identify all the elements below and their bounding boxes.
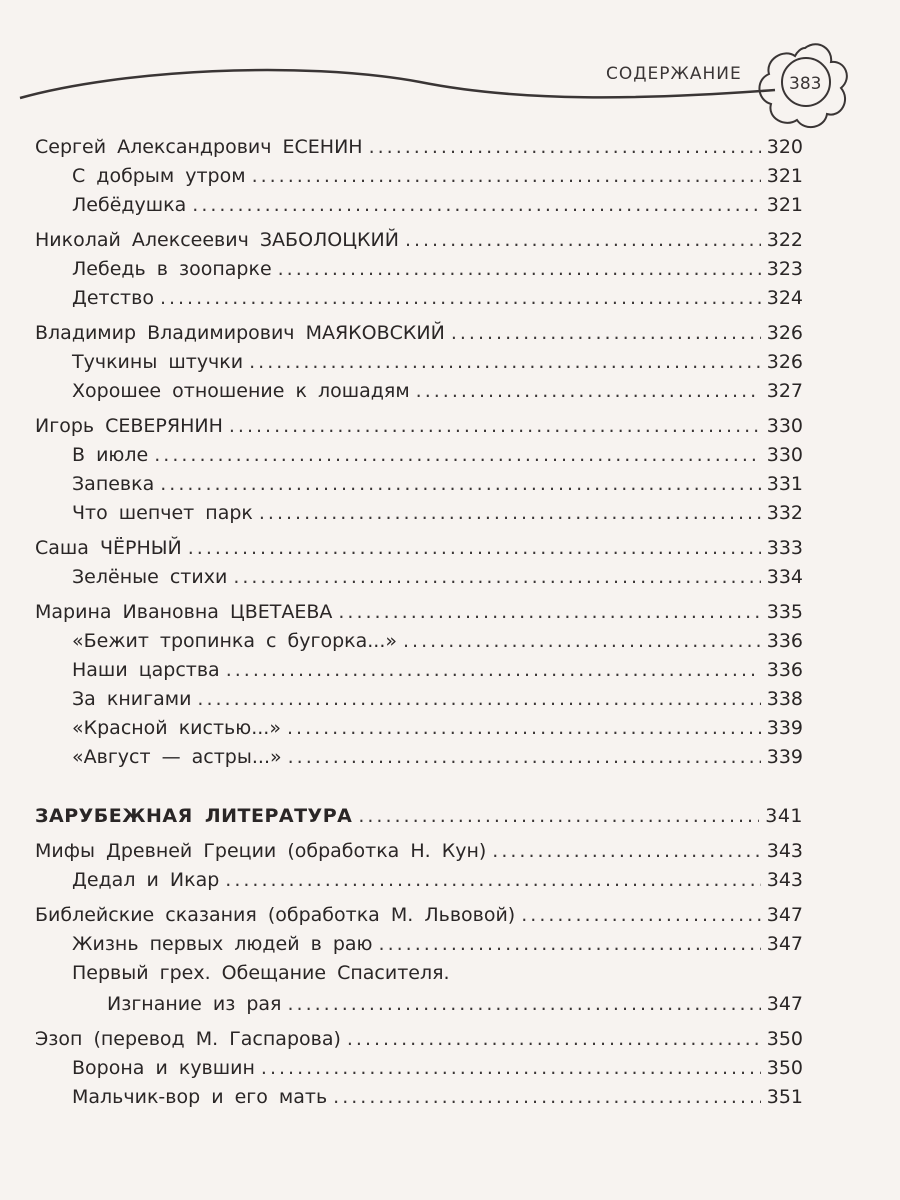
entry-title: Эзоп (перевод М. Гаспарова) (35, 1028, 341, 1050)
dot-leader (287, 717, 761, 739)
dot-leader (492, 840, 760, 862)
toc-work-entry (35, 1057, 803, 1086)
entry-page-number: 336 (766, 630, 803, 652)
entry-page-number: 351 (766, 1086, 803, 1108)
toc-work-entry (35, 717, 803, 746)
entry-title: «Август — астры...» (72, 746, 282, 768)
entry-title: Николай Алексеевич ЗАБОЛОЦКИЙ (35, 229, 399, 251)
entry-title: Марина Ивановна ЦВЕТАЕВА (35, 601, 333, 623)
dot-leader (369, 136, 761, 158)
dot-leader (338, 601, 760, 623)
toc-work-entry (35, 1086, 803, 1115)
entry-title: Дедал и Икар (72, 869, 220, 891)
dot-leader (249, 351, 761, 373)
entry-page-number: 324 (766, 287, 803, 309)
entry-page-number: 333 (766, 537, 803, 559)
dot-leader (225, 869, 760, 891)
entry-page-number: 336 (766, 659, 803, 681)
dot-leader (288, 993, 761, 1015)
toc-author-entry (35, 1028, 803, 1057)
dot-leader (259, 502, 761, 524)
toc-work-entry (35, 380, 803, 409)
entry-page-number: 320 (766, 136, 803, 158)
toc-author-entry (35, 840, 803, 869)
dot-leader (416, 380, 761, 402)
entry-title: Детство (72, 287, 154, 309)
entry-title: С добрым утром (72, 165, 246, 187)
entry-title: Лебёдушка (72, 194, 187, 216)
dot-leader (278, 258, 761, 280)
table-of-contents (35, 136, 803, 1115)
dot-leader (405, 229, 761, 251)
toc-work-entry (35, 165, 803, 194)
dot-leader (261, 1057, 761, 1079)
toc-work-entry (35, 351, 803, 380)
entry-page-number: 323 (766, 258, 803, 280)
dot-leader (226, 659, 761, 681)
entry-title: Первый грех. Обещание Спасителя. (72, 962, 450, 984)
dot-leader (233, 566, 760, 588)
toc-work-entry (35, 688, 803, 717)
toc-work-entry (35, 933, 803, 962)
entry-title: Сергей Александрович ЕСЕНИН (35, 136, 363, 158)
entry-page-number: 347 (766, 993, 803, 1015)
entry-page-number: 339 (766, 717, 803, 739)
entry-title: Игорь СЕВЕРЯНИН (35, 415, 223, 437)
toc-author-entry (35, 415, 803, 444)
dot-leader (333, 1086, 761, 1108)
header-ornament (0, 30, 900, 130)
toc-work-entry (35, 287, 803, 316)
entry-title: Мальчик-вор и его мать (72, 1086, 328, 1108)
entry-title: Лебедь в зоопарке (72, 258, 272, 280)
dot-leader (229, 415, 761, 437)
entry-page-number: 332 (766, 502, 803, 524)
entry-title: В июле (72, 444, 149, 466)
entry-page-number: 341 (765, 805, 803, 827)
dot-leader (188, 537, 761, 559)
entry-title: Тучкины штучки (72, 351, 244, 373)
toc-work-entry (35, 869, 803, 898)
entry-title: За книгами (72, 688, 192, 710)
dot-leader (358, 805, 759, 827)
toc-author-entry (35, 601, 803, 630)
toc-work-entry (35, 473, 803, 502)
entry-title: Саша ЧЁРНЫЙ (35, 537, 182, 559)
dot-leader (379, 933, 761, 955)
entry-page-number: 339 (766, 746, 803, 768)
dot-leader (154, 444, 760, 466)
toc-work-entry (35, 194, 803, 223)
entry-page-number: 326 (766, 322, 803, 344)
toc-author-entry (35, 537, 803, 566)
toc-work-entry (35, 659, 803, 688)
entry-title: Что шепчет парк (72, 502, 253, 524)
entry-title: Ворона и кувшин (72, 1057, 255, 1079)
entry-page-number: 343 (766, 869, 803, 891)
toc-work-entry (35, 502, 803, 531)
entry-page-number: 350 (766, 1028, 803, 1050)
toc-author-entry (35, 136, 803, 165)
entry-page-number: 334 (766, 566, 803, 588)
toc-work-entry (35, 962, 803, 993)
entry-title: Библейские сказания (обработка М. Львовой) (35, 904, 516, 926)
dot-leader (403, 630, 761, 652)
entry-page-number: 350 (766, 1057, 803, 1079)
toc-work-entry (35, 746, 803, 775)
entry-title: Хорошее отношение к лошадям (72, 380, 410, 402)
entry-page-number: 347 (766, 904, 803, 926)
entry-page-number: 321 (766, 165, 803, 187)
toc-author-entry (35, 904, 803, 933)
dot-leader (521, 904, 761, 926)
entry-page-number: 330 (766, 444, 803, 466)
toc-work-entry (35, 993, 803, 1022)
entry-title: Наши царства (72, 659, 220, 681)
entry-page-number: 321 (766, 194, 803, 216)
toc-section (35, 805, 803, 834)
dot-leader (252, 165, 761, 187)
toc-author-entry (35, 322, 803, 351)
dot-leader (160, 287, 761, 309)
entry-page-number: 322 (766, 229, 803, 251)
entry-title: Владимир Владимирович МАЯКОВСКИЙ (35, 322, 445, 344)
entry-page-number: 338 (766, 688, 803, 710)
entry-title: Мифы Древней Греции (обработка Н. Кун) (35, 840, 487, 862)
entry-page-number: 327 (766, 380, 803, 402)
entry-title: ЗАРУБЕЖНАЯ ЛИТЕРАТУРА (35, 805, 353, 827)
dot-leader (451, 322, 761, 344)
entry-title: Запевка (72, 473, 155, 495)
dot-leader (160, 473, 760, 495)
dot-leader (197, 688, 760, 710)
entry-title: Изгнание из рая (107, 993, 282, 1015)
entry-title: Жизнь первых людей в раю (72, 933, 373, 955)
entry-page-number: 335 (766, 601, 803, 623)
toc-author-entry (35, 229, 803, 258)
entry-title: Зелёные стихи (72, 566, 228, 588)
dot-leader (192, 194, 760, 216)
toc-work-entry (35, 258, 803, 287)
toc-work-entry (35, 566, 803, 595)
running-title: СОДЕРЖАНИЕ (606, 64, 742, 84)
entry-page-number: 330 (766, 415, 803, 437)
toc-work-entry (35, 444, 803, 473)
dot-leader (347, 1028, 761, 1050)
dot-leader (288, 746, 761, 768)
entry-page-number: 326 (766, 351, 803, 373)
page-number: 383 (789, 74, 822, 94)
entry-page-number: 347 (766, 933, 803, 955)
entry-title: «Красной кистью...» (72, 717, 281, 739)
entry-page-number: 331 (766, 473, 803, 495)
entry-page-number: 343 (766, 840, 803, 862)
toc-work-entry (35, 630, 803, 659)
entry-title: «Бежит тропинка с бугорка...» (72, 630, 398, 652)
